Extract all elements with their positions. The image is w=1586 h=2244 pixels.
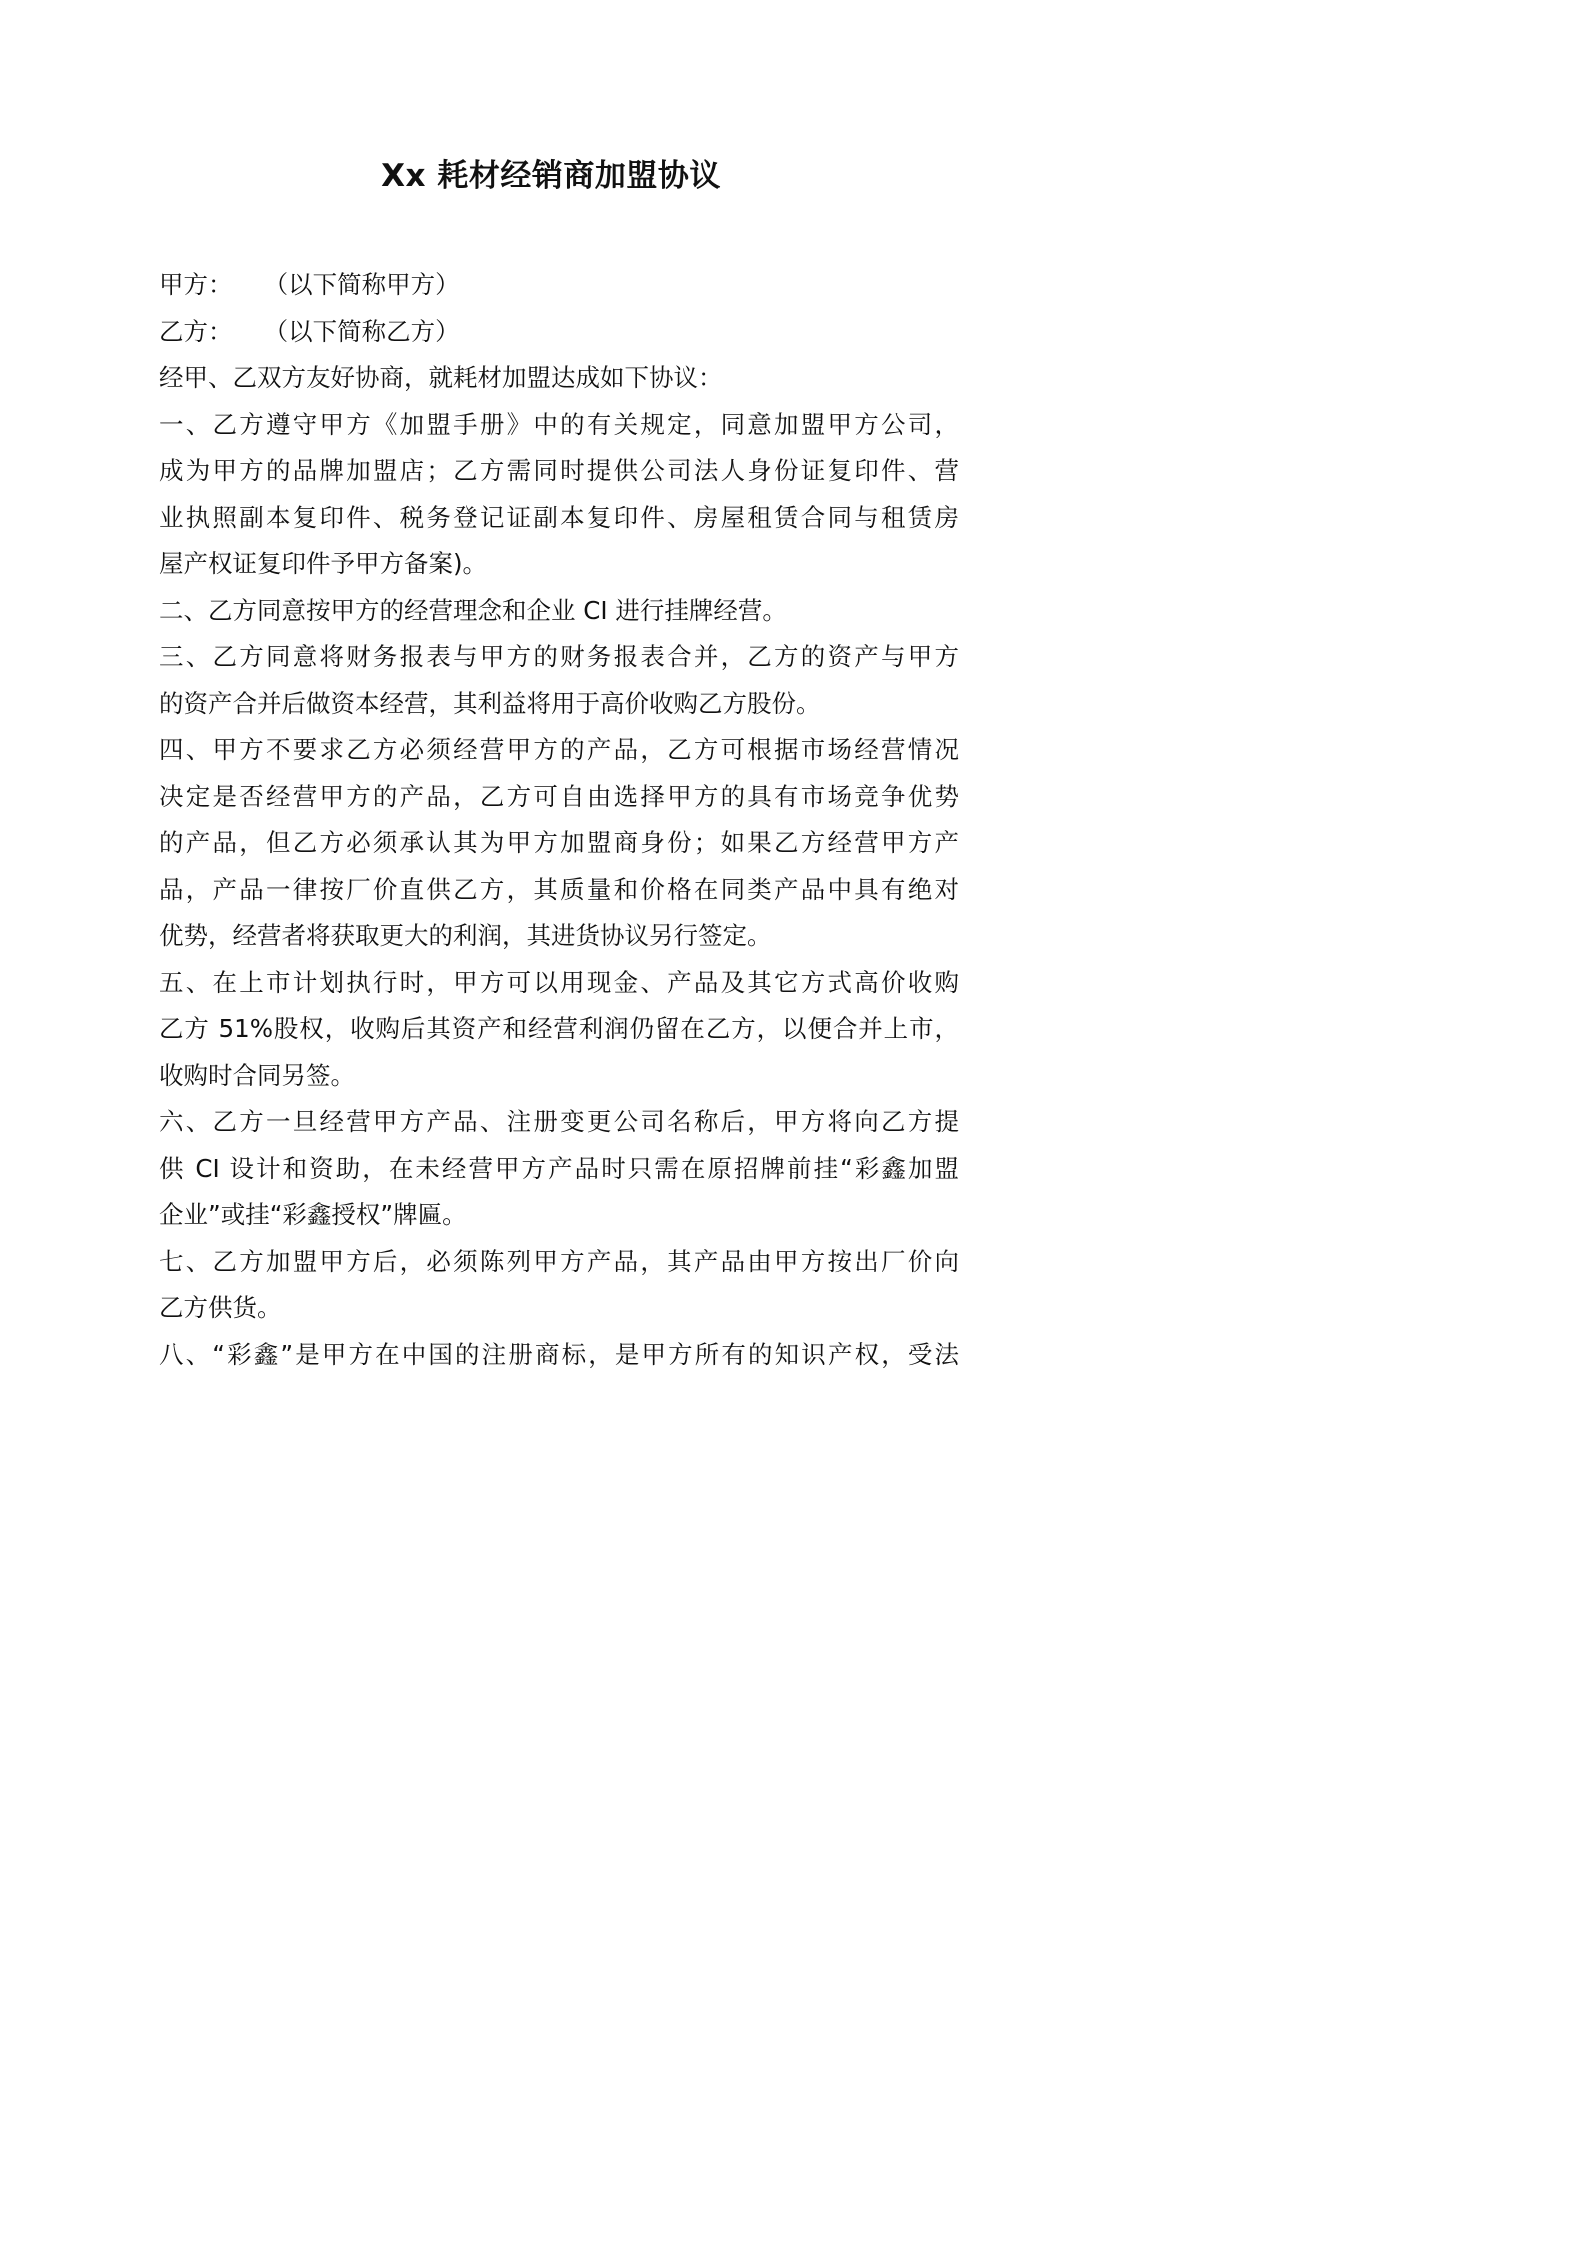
clause-3-line-2: 的资产合并后做资本经营，其利益将用于高价收购乙方股份。 [159,688,821,718]
clause-5-line-2: 乙方 51%股权，收购后其资产和经营利润仍留在乙方，以便合并上市， [159,1014,959,1043]
clause-6-line-1: 六、乙方一旦经营甲方产品、注册变更公司名称后，甲方将向乙方提 [159,1107,959,1136]
party-a-line: 甲方： （以下简称甲方） [159,270,460,299]
clause-3-line-1: 三、乙方同意将财务报表与甲方的财务报表合并，乙方的资产与甲方 [159,642,959,671]
clause-5-line-1: 五、在上市计划执行时，甲方可以用现金、产品及其它方式高价收购 [159,967,959,997]
clause-1-line-2: 成为甲方的品牌加盟店；乙方需同时提供公司法人身份证复印件、营 [159,456,959,485]
clause-7-line-1: 七、乙方加盟甲方后，必须陈列甲方产品，其产品由甲方按出厂价向 [159,1246,959,1276]
clause-8-line-1: 八、“彩鑫”是甲方在中国的注册商标，是甲方所有的知识产权，受法 [159,1339,959,1369]
clause-4-line-2: 决定是否经营甲方的产品，乙方可自由选择甲方的具有市场竞争优势 [159,781,959,811]
document-title: Xx 耗材经销商加盟协议 [381,158,721,194]
document-page [0,0,1102,1560]
clause-6-line-2: 供 CI 设计和资助，在未经营甲方产品时只需在原招牌前挂“彩鑫加盟 [159,1153,959,1183]
preamble-line: 经甲、乙双方友好协商，就耗材加盟达成如下协议： [159,363,723,392]
clause-4-line-4: 品，产品一律按厂价直供乙方，其质量和价格在同类产品中具有绝对 [159,874,959,904]
clause-1-line-3: 业执照副本复印件、税务登记证副本复印件、房屋租赁合同与租赁房 [159,502,959,532]
clause-1-line-1: 一、乙方遵守甲方《加盟手册》中的有关规定，同意加盟甲方公司， [159,409,959,439]
clause-6-line-3: 企业”或挂“彩鑫授权”牌匾。 [159,1200,467,1229]
clause-5-line-3: 收购时合同另签。 [159,1060,355,1090]
party-b-line: 乙方： （以下简称乙方） [159,316,460,346]
clause-1-line-4: 屋产权证复印件予甲方备案)。 [159,549,488,578]
clause-7-line-2: 乙方供货。 [159,1293,282,1322]
clause-2-line-1: 二、乙方同意按甲方的经营理念和企业 CI 进行挂牌经营。 [159,595,787,625]
document-body [159,262,959,1378]
clause-4-line-3: 的产品，但乙方必须承认其为甲方加盟商身份；如果乙方经营甲方产 [159,828,959,857]
clause-4-line-5: 优势，经营者将获取更大的利润，其进货协议另行签定。 [159,921,772,950]
clause-4-line-1: 四、甲方不要求乙方必须经营甲方的产品，乙方可根据市场经营情况 [159,735,959,764]
